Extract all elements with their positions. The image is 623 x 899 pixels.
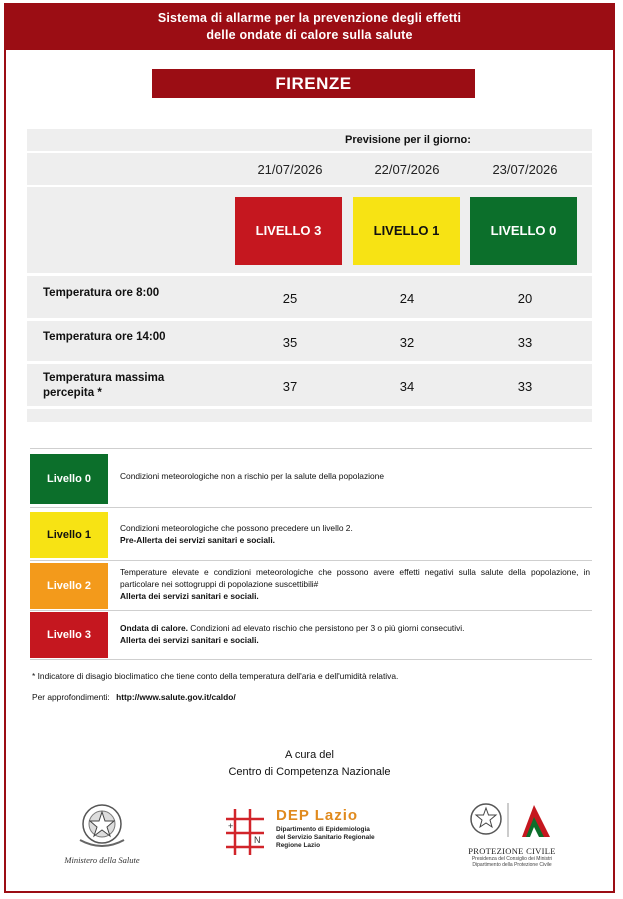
dep-grid-icon	[220, 805, 270, 857]
temp-8-day2: 24	[399, 291, 415, 306]
table-footer-strip	[27, 409, 592, 422]
temp-label-perceived-line1: Temperatura massima	[43, 372, 165, 384]
pc-line2: Dipartimento della Protezione Civile	[472, 862, 552, 868]
level-badge-day2: LIVELLO 1	[353, 197, 460, 265]
temp-14-day2: 32	[399, 335, 415, 350]
dep-wordmark: DEP Lazio	[276, 807, 359, 824]
more-info-link[interactable]: http://www.salute.gov.it/caldo/	[116, 692, 236, 702]
italian-emblem-icon	[62, 800, 142, 850]
level-badge-day3: LIVELLO 0	[470, 197, 577, 265]
credit-line1: A cura del	[285, 749, 334, 761]
temp-perceived-day2: 34	[399, 379, 415, 394]
header-title-line2: delle ondate di calore sulla salute	[206, 28, 413, 42]
pc-line1: Presidenza del Consiglio dei Ministri	[471, 856, 553, 862]
temp-perceived-day3: 33	[517, 379, 533, 394]
protezione-civile-logo	[464, 797, 594, 867]
legend-level-3-text: Condizioni ad elevato rischio che persistono per 3 o più giorni consecutivi.	[187, 623, 465, 633]
levels-row	[27, 187, 592, 273]
footnote: * Indicatore di disagio bioclimatico che tiene conto della temperatura dell'aria e dell'umidità relativa.	[32, 671, 399, 681]
legend-level-2-text: Temperature elevate e condizioni meteorologiche che possono avere effetti negativi sulla salute della popolazione, in particolare nei sottogruppi di popolazione suscettibili#	[120, 567, 590, 589]
city-name: FIRENZE	[152, 69, 475, 98]
legend-divider	[30, 507, 592, 508]
legend-level-2-desc	[120, 566, 590, 602]
more-info-prefix: Per approfondimenti:	[32, 692, 110, 702]
ministero-label: Ministero della Salute	[64, 855, 140, 865]
legend-level-1-badge: Livello 1	[30, 512, 108, 558]
pc-name: PROTEZIONE CIVILE	[468, 846, 556, 856]
legend-level-1-text: Condizioni meteorologiche che possono precedere un livello 2.	[120, 523, 353, 533]
temp-8-day3: 20	[517, 291, 533, 306]
temp-perceived-day1: 37	[282, 379, 298, 394]
svg-text:N: N	[254, 835, 261, 845]
legend-level-2-badge: Livello 2	[30, 563, 108, 609]
legend-divider	[30, 560, 592, 561]
temp-14-day3: 33	[517, 335, 533, 350]
dep-description	[276, 826, 375, 850]
temp-label-8: Temperatura ore 8:00	[43, 287, 160, 299]
legend-level-3-lead: Ondata di calore.	[120, 623, 188, 633]
temp-label-perceived	[43, 371, 164, 401]
forecast-date-3: 23/07/2026	[492, 162, 558, 177]
protezione-civile-emblem-icon	[464, 797, 594, 841]
legend-level-2-bold: Allerta dei servizi sanitari e sociali.	[120, 591, 259, 601]
bulletin-frame	[4, 3, 615, 893]
more-info	[32, 692, 236, 702]
temp-8-day1: 25	[282, 291, 298, 306]
legend-level-1-bold: Pre-Allerta dei servizi sanitari e sociali.	[120, 535, 276, 545]
credit-line2: Centro di Competenza Nazionale	[228, 766, 391, 778]
legend-divider	[30, 448, 592, 449]
level-badge-day1: LIVELLO 3	[235, 197, 342, 265]
dep-line3: Regione Lazio	[276, 842, 321, 849]
legend-level-3-bold: Allerta dei servizi sanitari e sociali.	[120, 635, 259, 645]
temp-row-perceived	[27, 364, 592, 406]
legend-level-0-badge: Livello 0	[30, 454, 108, 504]
dep-line2: del Servizio Sanitario Regionale	[276, 834, 375, 841]
legend-divider	[30, 610, 592, 611]
forecast-heading: Previsione per il giorno:	[345, 134, 471, 146]
legend-level-3-desc	[120, 622, 590, 646]
temp-row-14	[27, 321, 592, 361]
legend-level-0-text: Condizioni meteorologiche non a rischio per la salute della popolazione	[120, 471, 384, 481]
svg-text:+: +	[228, 821, 234, 831]
legend-level-3-badge: Livello 3	[30, 612, 108, 658]
dates-row	[27, 153, 592, 185]
legend-divider	[30, 659, 592, 660]
legend-level-1-desc	[120, 522, 590, 546]
temp-14-day1: 35	[282, 335, 298, 350]
forecast-heading-row	[27, 129, 592, 151]
header-banner	[6, 5, 613, 50]
ministero-salute-logo	[62, 800, 142, 865]
dep-line1: Dipartimento di Epidemiologia	[276, 826, 370, 833]
temp-label-perceived-line2: percepita *	[43, 387, 102, 399]
temp-row-8	[27, 276, 592, 318]
forecast-date-2: 22/07/2026	[374, 162, 440, 177]
dep-lazio-logo	[220, 805, 390, 861]
temp-label-14: Temperatura ore 14:00	[43, 331, 166, 343]
header-title-line1: Sistema di allarme per la prevenzione degli effetti	[157, 11, 462, 25]
forecast-date-1: 21/07/2026	[257, 162, 323, 177]
